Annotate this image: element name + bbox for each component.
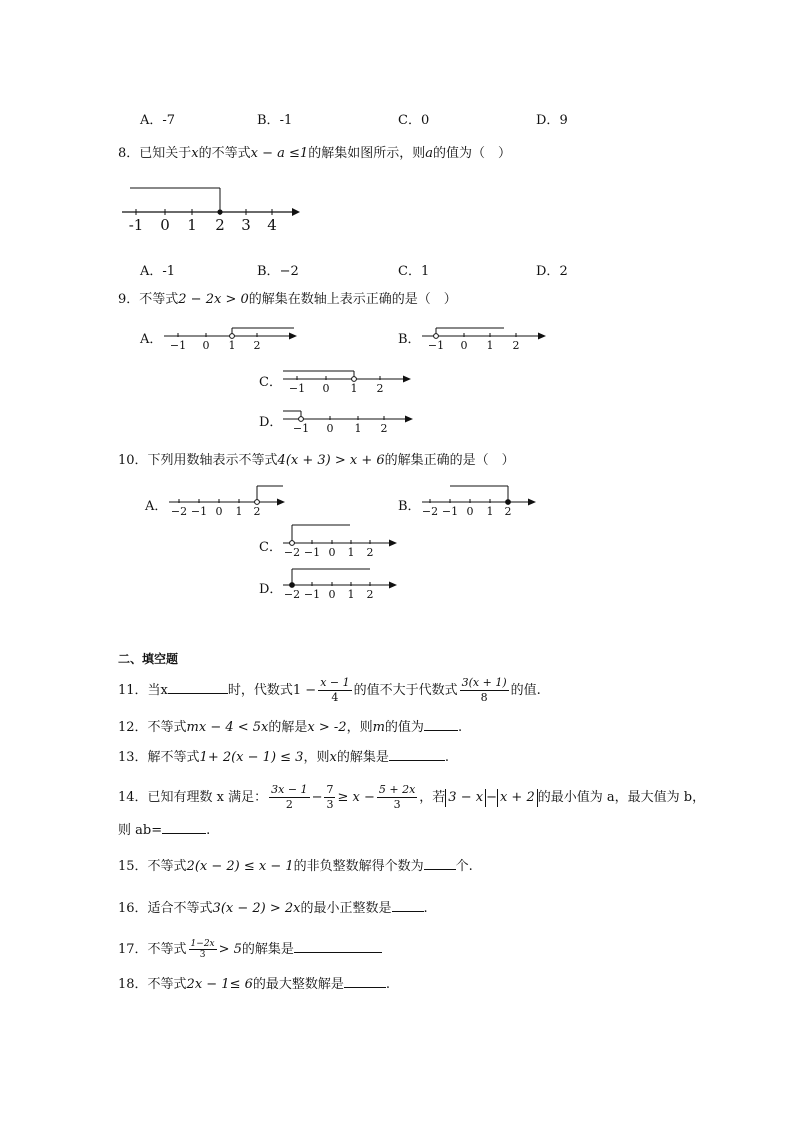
- tick-label: −2: [283, 588, 301, 601]
- tick-label: 2: [376, 382, 384, 395]
- q12: 12．不等式mx − 4 < 5x的解是x > -2，则m的值为 .: [118, 720, 463, 735]
- q10-option-b-label[interactable]: B．: [398, 499, 421, 514]
- q8-tick-label: 0: [160, 216, 170, 234]
- q10-stem: 10．下列用数轴表示不等式4(x + 3) > x + 6的解集正确的是（ ）: [118, 453, 515, 468]
- tick-label: 0: [466, 505, 474, 518]
- q16: 16．适合不等式3(x − 2) > 2x的最小正整数是 .: [118, 901, 428, 916]
- q11-fraction-1: $\frac{x - 1}{4}$: [320, 676, 350, 704]
- section-title-fill-in: 二、填空题: [118, 652, 179, 666]
- q9-option-b-label[interactable]: B．: [398, 332, 421, 347]
- q17: 17．不等式 $\frac{1-2x}{3}$ > 5的解集是: [118, 939, 382, 960]
- q14-abs-1: 3 − x: [445, 789, 486, 807]
- q11-fraction-2: $\frac{3(x + 1)}{8}$: [461, 676, 507, 704]
- tick-label: −2: [170, 505, 188, 518]
- tick-label: 0: [202, 339, 210, 352]
- q10-option-d-line: [279, 565, 409, 601]
- tick-label: 2: [512, 339, 520, 352]
- tick-label: 1: [347, 588, 355, 601]
- q14: 14．已知有理数 x 满足： $\frac{3x - 1}{2}$ − $\frac{7}{3}$ ≥ x − $\frac{5 + 2x}{3}$ ，若 3 − x − x + 2 的最小值为 a，最大值为 b，: [118, 783, 706, 811]
- q8-option-b[interactable]: B．−2: [257, 264, 299, 279]
- tick-label: 1: [235, 505, 243, 518]
- q8-tick-label: 4: [267, 216, 277, 234]
- q14-blank[interactable]: [162, 821, 206, 834]
- q14-fraction-2: $\frac{7}{3}$: [326, 783, 334, 811]
- tick-label: −1: [303, 546, 321, 559]
- q18-blank[interactable]: [344, 975, 386, 988]
- q8-stem: 8．已知关于x的不等式x − a ≤1的解集如图所示，则a的值为（ ）: [118, 146, 511, 161]
- q9-option-a-label[interactable]: A．: [140, 332, 163, 347]
- q10-option-a-line: [165, 482, 295, 518]
- tick-label: 1: [486, 505, 494, 518]
- q14-line2: 则 ab= .: [118, 823, 211, 838]
- q14-abs-2: x + 2: [497, 789, 538, 807]
- q17-fraction: $\frac{1-2x}{3}$: [190, 939, 215, 960]
- tick-label: 0: [322, 382, 330, 395]
- tick-label: 0: [460, 339, 468, 352]
- tick-label: −1: [190, 505, 208, 518]
- q9-option-b-line: [418, 318, 558, 352]
- tick-label: −1: [303, 588, 321, 601]
- q7-option-a[interactable]: A．-7: [140, 113, 176, 128]
- tick-label: 2: [366, 588, 374, 601]
- tick-label: 1: [228, 339, 236, 352]
- q9-option-c-label[interactable]: C．: [259, 375, 282, 390]
- q8-number-line: [118, 180, 308, 240]
- q9-option-c-line: [279, 361, 419, 395]
- q8-tick-label: -1: [128, 216, 144, 234]
- q8-tick-label: 3: [241, 216, 251, 234]
- q9-option-d-label[interactable]: D．: [259, 415, 283, 430]
- q15: 15．不等式2(x − 2) ≤ x − 1的非负整数解得个数为 个.: [118, 859, 473, 874]
- tick-label: 1: [354, 422, 362, 435]
- q7-option-b[interactable]: B．-1: [257, 113, 293, 128]
- q8-option-a[interactable]: A．-1: [140, 264, 176, 279]
- q11: 11．当x 时，代数式1 − $\frac{x - 1}{4}$ 的值不大于代数式 $\frac{3(x + 1)}{8}$ 的值.: [118, 676, 541, 704]
- tick-label: −1: [427, 339, 445, 352]
- tick-label: 0: [215, 505, 223, 518]
- q7-option-d[interactable]: D．9: [536, 113, 568, 128]
- q8-option-d[interactable]: D．2: [536, 264, 568, 279]
- tick-label: 2: [504, 505, 512, 518]
- tick-label: 2: [380, 422, 388, 435]
- tick-label: 1: [347, 546, 355, 559]
- q10-option-c-line: [279, 523, 409, 559]
- q13-blank[interactable]: [389, 748, 445, 761]
- tick-label: 0: [328, 588, 336, 601]
- tick-label: 1: [350, 382, 358, 395]
- q10-option-b-line: [418, 482, 548, 518]
- q15-blank[interactable]: [424, 857, 456, 870]
- tick-label: −1: [292, 422, 310, 435]
- tick-label: 0: [328, 546, 336, 559]
- tick-label: 1: [486, 339, 494, 352]
- q17-blank[interactable]: [294, 940, 382, 953]
- q9-option-d-line: [279, 401, 419, 435]
- tick-label: −1: [288, 382, 306, 395]
- tick-label: −2: [421, 505, 439, 518]
- q8-tick-label: 1: [187, 216, 197, 234]
- q7-option-c[interactable]: C．0: [398, 113, 430, 128]
- q10-option-c-label[interactable]: C．: [259, 540, 282, 555]
- tick-label: 2: [366, 546, 374, 559]
- tick-label: 2: [253, 339, 261, 352]
- q16-blank[interactable]: [392, 899, 424, 912]
- q8-option-c[interactable]: C．1: [398, 264, 430, 279]
- q9-stem: 9．不等式2 − 2x > 0的解集在数轴上表示正确的是（ ）: [118, 292, 457, 307]
- tick-label: −2: [283, 546, 301, 559]
- q13: 13．解不等式1+ 2(x − 1) ≤ 3，则x的解集是 .: [118, 750, 449, 765]
- tick-label: −1: [169, 339, 187, 352]
- q10-option-d-label[interactable]: D．: [259, 582, 283, 597]
- q12-blank[interactable]: [424, 718, 458, 731]
- q8-tick-label: 2: [215, 216, 225, 234]
- q10-option-a-label[interactable]: A．: [145, 499, 168, 514]
- q18: 18．不等式2x − 1≤ 6的最大整数解是 .: [118, 977, 391, 992]
- q14-fraction-1: $\frac{3x - 1}{2}$: [271, 783, 308, 811]
- q11-blank[interactable]: [168, 681, 228, 694]
- tick-label: 2: [253, 505, 261, 518]
- tick-label: −1: [441, 505, 459, 518]
- tick-label: 0: [326, 422, 334, 435]
- q14-fraction-3: $\frac{5 + 2x}{3}$: [378, 783, 416, 811]
- q9-option-a-line: [160, 318, 300, 352]
